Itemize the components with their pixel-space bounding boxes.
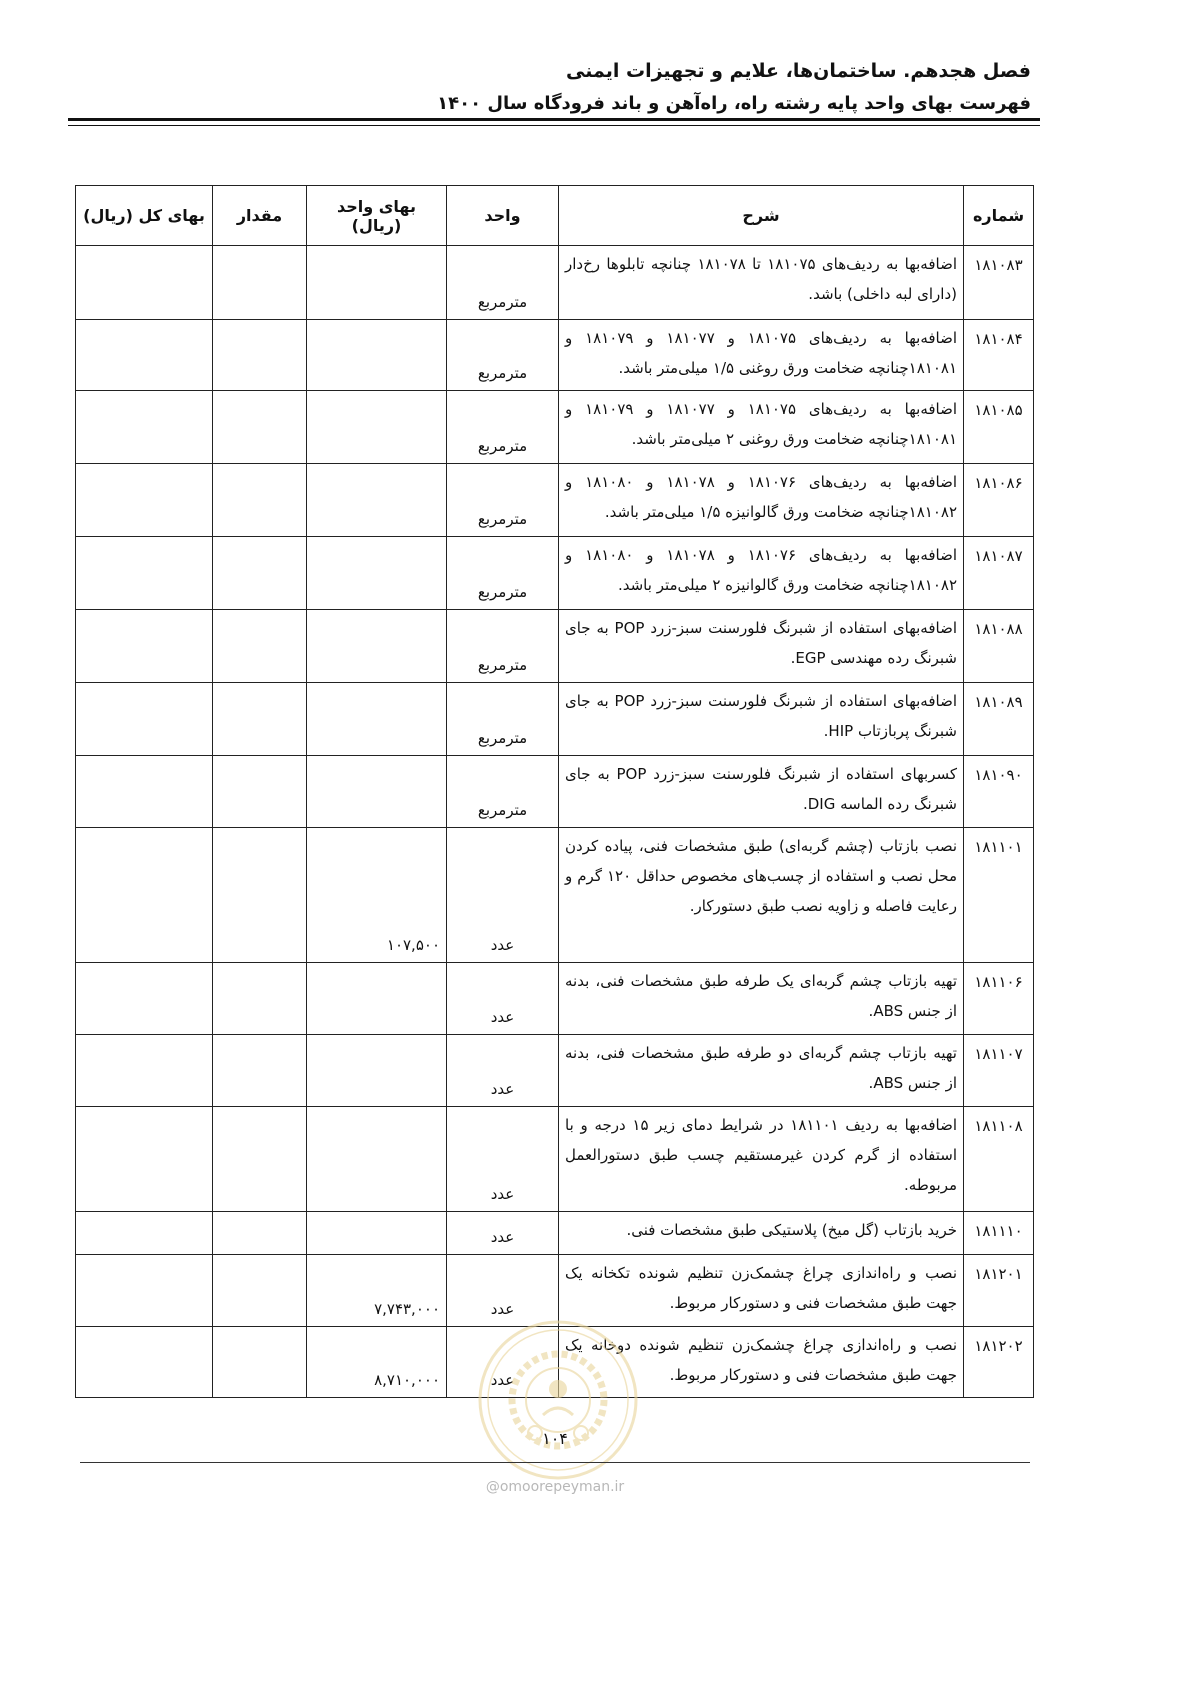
- item-quantity: [213, 320, 307, 391]
- item-description: اضافه‌بها به ردیف‌های ۱۸۱۰۷۵ و ۱۸۱۰۷۷ و ۱۸۱۰۷۹ و ۱۸۱۰۸۱چنانچه ضخامت ورق روغنی ۱/۵ میلی‌متر باشد.: [559, 320, 964, 391]
- item-total-price: [76, 1035, 213, 1107]
- item-number: ۱۸۱۰۸۸: [964, 610, 1034, 683]
- item-total-price: [76, 464, 213, 537]
- item-description: اضافه‌بهای استفاده از شبرنگ فلورسنت سبز-زرد POP به جای شبرنگ پربازتاب HIP.: [559, 683, 964, 756]
- item-number: ۱۸۱۱۰۸: [964, 1107, 1034, 1212]
- item-unit: عدد: [447, 1212, 559, 1255]
- item-total-price: [76, 320, 213, 391]
- item-unit: مترمربع: [447, 464, 559, 537]
- item-unit: عدد: [447, 1035, 559, 1107]
- price-list-title: فهرست بهای واحد پایه رشته راه، راه‌آهن و باند فرودگاه سال ۱۴۰۰: [437, 93, 1031, 114]
- item-number: ۱۸۱۱۱۰: [964, 1212, 1034, 1255]
- item-quantity: [213, 828, 307, 963]
- table-row: [76, 391, 1034, 464]
- header-rule-thick: [68, 118, 1040, 121]
- item-total-price: [76, 1212, 213, 1255]
- table-row: [76, 1107, 1034, 1212]
- item-unit: مترمربع: [447, 683, 559, 756]
- item-total-price: [76, 1107, 213, 1212]
- item-number: ۱۸۱۰۸۶: [964, 464, 1034, 537]
- table-row: [76, 1327, 1034, 1398]
- item-number: ۱۸۱۰۸۳: [964, 246, 1034, 320]
- item-quantity: [213, 391, 307, 464]
- item-quantity: [213, 756, 307, 828]
- item-unit-price: [307, 464, 447, 537]
- table-row: [76, 963, 1034, 1035]
- item-description: تهیه بازتاب چشم گربه‌ای یک طرفه طبق مشخصات فنی، بدنه از جنس ABS.: [559, 963, 964, 1035]
- item-number: ۱۸۱۲۰۱: [964, 1255, 1034, 1327]
- item-description: اضافه‌بهای استفاده از شبرنگ فلورسنت سبز-زرد POP به جای شبرنگ رده مهندسی EGP.: [559, 610, 964, 683]
- page-number: ۱۰۴: [542, 1429, 568, 1448]
- item-unit-price: [307, 1035, 447, 1107]
- item-unit: مترمربع: [447, 537, 559, 610]
- item-unit-price: [307, 1107, 447, 1212]
- item-unit: عدد: [447, 1107, 559, 1212]
- item-total-price: [76, 683, 213, 756]
- table-row: [76, 320, 1034, 391]
- item-unit: مترمربع: [447, 246, 559, 320]
- item-unit-price: ۸,۷۱۰,۰۰۰: [307, 1327, 447, 1398]
- item-quantity: [213, 963, 307, 1035]
- item-total-price: [76, 537, 213, 610]
- table-row: [76, 1255, 1034, 1327]
- column-header-quantity: مقدار: [213, 186, 307, 246]
- item-description: نصب و راه‌اندازی چراغ چشمک‌زن تنظیم شونده تکخانه یک جهت طبق مشخصات فنی و دستورکار مربوط.: [559, 1255, 964, 1327]
- table-row: [76, 1212, 1034, 1255]
- item-number: ۱۸۱۲۰۲: [964, 1327, 1034, 1398]
- item-description: کسربهای استفاده از شبرنگ فلورسنت سبز-زرد POP به جای شبرنگ رده الماسه DIG.: [559, 756, 964, 828]
- item-description: اضافه‌بها به ردیف‌های ۱۸۱۰۷۵ و ۱۸۱۰۷۷ و ۱۸۱۰۷۹ و ۱۸۱۰۸۱چنانچه ضخامت ورق روغنی ۲ میلی‌متر باشد.: [559, 391, 964, 464]
- item-description: تهیه بازتاب چشم گربه‌ای دو طرفه طبق مشخصات فنی، بدنه از جنس ABS.: [559, 1035, 964, 1107]
- item-unit-price: [307, 963, 447, 1035]
- item-unit-price: [307, 246, 447, 320]
- column-header-unit-price: بهای واحد (ریال): [307, 186, 447, 246]
- item-total-price: [76, 391, 213, 464]
- item-number: ۱۸۱۰۹۰: [964, 756, 1034, 828]
- item-unit: عدد: [447, 1327, 559, 1398]
- chapter-title: فصل هجدهم. ساختمان‌ها، علایم و تجهیزات ایمنی: [566, 60, 1031, 82]
- item-unit-price: [307, 391, 447, 464]
- table-row: [76, 464, 1034, 537]
- item-unit: مترمربع: [447, 610, 559, 683]
- item-unit-price: [307, 610, 447, 683]
- item-number: ۱۸۱۰۸۵: [964, 391, 1034, 464]
- item-unit-price: [307, 537, 447, 610]
- item-total-price: [76, 1327, 213, 1398]
- table-row: [76, 683, 1034, 756]
- item-number: ۱۸۱۰۸۷: [964, 537, 1034, 610]
- item-quantity: [213, 1212, 307, 1255]
- item-number: ۱۸۱۰۸۹: [964, 683, 1034, 756]
- item-total-price: [76, 610, 213, 683]
- item-description: نصب بازتاب (چشم گربه‌ای) طبق مشخصات فنی، پیاده کردن محل نصب و استفاده از چسب‌های مخصوص حداقل ۱۲۰ گرم و رعایت فاصله و زاویه نصب طبق دستورکار.: [559, 828, 964, 963]
- table-header-row: [76, 186, 1034, 246]
- item-number: ۱۸۱۱۰۷: [964, 1035, 1034, 1107]
- price-table: [75, 185, 1034, 1398]
- table-row: [76, 828, 1034, 963]
- page-header: [437, 54, 1031, 120]
- item-description: خرید بازتاب (گل میخ) پلاستیکی طبق مشخصات فنی.: [559, 1212, 964, 1255]
- item-unit: عدد: [447, 828, 559, 963]
- item-number: ۱۸۱۱۰۶: [964, 963, 1034, 1035]
- item-number: ۱۸۱۱۰۱: [964, 828, 1034, 963]
- item-unit-price: [307, 683, 447, 756]
- item-unit: مترمربع: [447, 391, 559, 464]
- column-header-description: شرح: [559, 186, 964, 246]
- header-rule-thin: [68, 125, 1040, 126]
- item-description: اضافه‌بها به ردیف‌های ۱۸۱۰۷۶ و ۱۸۱۰۷۸ و ۱۸۱۰۸۰ و ۱۸۱۰۸۲چنانچه ضخامت ورق گالوانیزه ۱/۵ میلی‌متر باشد.: [559, 464, 964, 537]
- item-unit-price: [307, 756, 447, 828]
- item-unit-price: ۱۰۷,۵۰۰: [307, 828, 447, 963]
- item-unit-price: ۷,۷۴۳,۰۰۰: [307, 1255, 447, 1327]
- table-row: [76, 246, 1034, 320]
- item-unit: مترمربع: [447, 756, 559, 828]
- table-row: [76, 610, 1034, 683]
- table-row: [76, 1035, 1034, 1107]
- website-watermark: @omoorepeyman.ir: [485, 1479, 625, 1495]
- item-quantity: [213, 1107, 307, 1212]
- item-description: نصب و راه‌اندازی چراغ چشمک‌زن تنظیم شونده دوخانه یک جهت طبق مشخصات فنی و دستورکار مربوط.: [559, 1327, 964, 1398]
- item-unit: مترمربع: [447, 320, 559, 391]
- item-quantity: [213, 537, 307, 610]
- column-header-number: شماره: [964, 186, 1034, 246]
- item-quantity: [213, 246, 307, 320]
- item-unit-price: [307, 1212, 447, 1255]
- item-quantity: [213, 1255, 307, 1327]
- item-quantity: [213, 610, 307, 683]
- item-quantity: [213, 464, 307, 537]
- item-description: اضافه‌بها به ردیف‌های ۱۸۱۰۷۵ تا ۱۸۱۰۷۸ چنانچه تابلوها رخ‌دار (دارای لبه داخلی) باشد.: [559, 246, 964, 320]
- table-row: [76, 537, 1034, 610]
- item-quantity: [213, 1327, 307, 1398]
- column-header-total-price: بهای کل (ریال): [76, 186, 213, 246]
- item-unit-price: [307, 320, 447, 391]
- item-total-price: [76, 756, 213, 828]
- column-header-unit: واحد: [447, 186, 559, 246]
- table-row: [76, 756, 1034, 828]
- item-number: ۱۸۱۰۸۴: [964, 320, 1034, 391]
- item-total-price: [76, 828, 213, 963]
- item-total-price: [76, 1255, 213, 1327]
- item-description: اضافه‌بها به ردیف‌های ۱۸۱۰۷۶ و ۱۸۱۰۷۸ و ۱۸۱۰۸۰ و ۱۸۱۰۸۲چنانچه ضخامت ورق گالوانیزه ۲ میلی‌متر باشد.: [559, 537, 964, 610]
- item-quantity: [213, 683, 307, 756]
- item-unit: عدد: [447, 1255, 559, 1327]
- footer-rule: [80, 1462, 1030, 1463]
- item-total-price: [76, 246, 213, 320]
- item-unit: عدد: [447, 963, 559, 1035]
- item-quantity: [213, 1035, 307, 1107]
- item-description: اضافه‌بها به ردیف ۱۸۱۱۰۱ در شرایط دمای زیر ۱۵ درجه و با استفاده از گرم کردن غیرمستقیم چسب طبق دستورالعمل مربوطه.: [559, 1107, 964, 1212]
- item-total-price: [76, 963, 213, 1035]
